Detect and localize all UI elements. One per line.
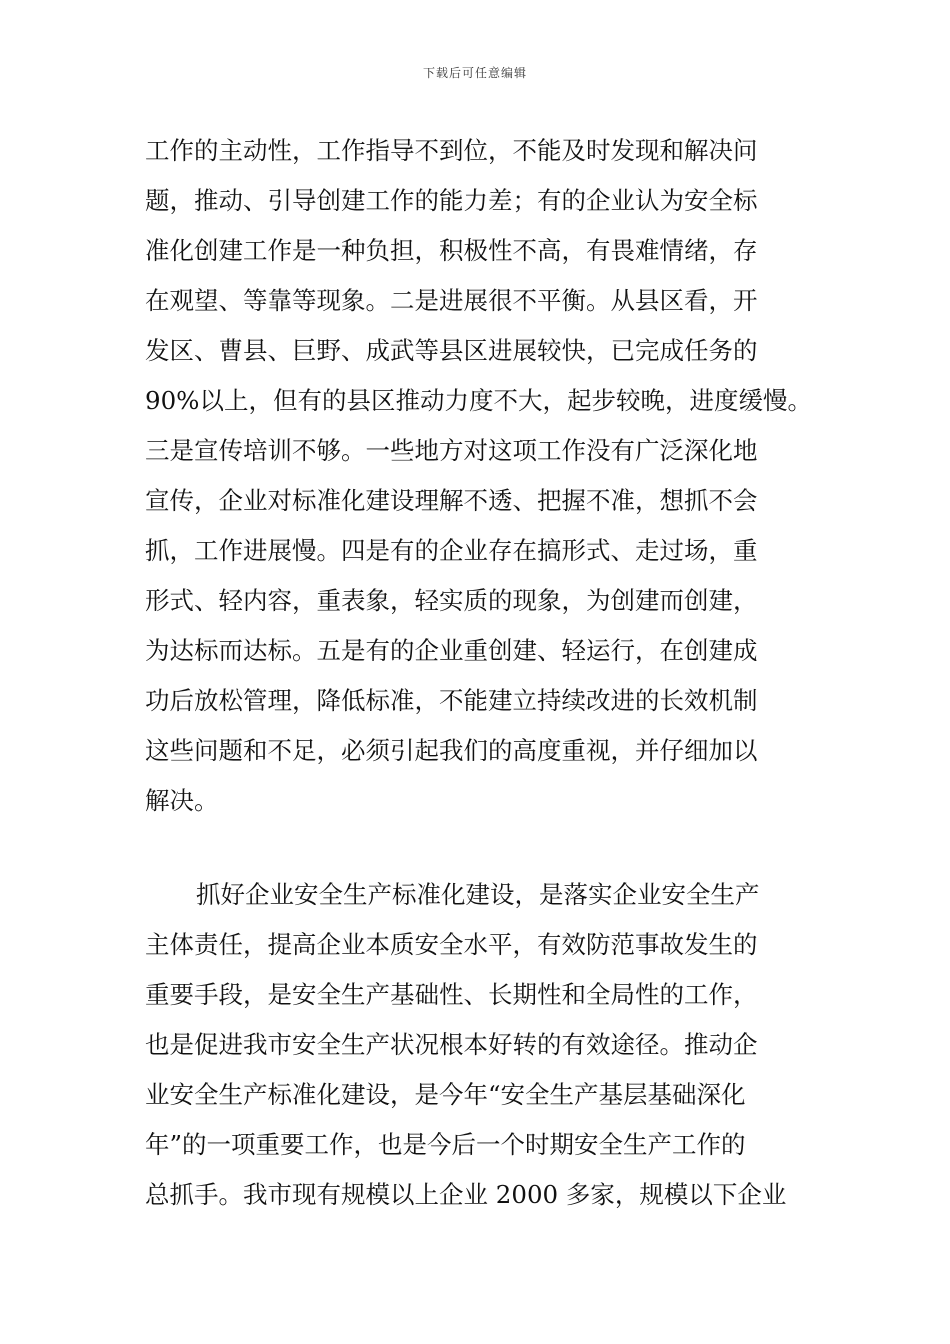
text-line: 形式、轻内容，重表象，轻实质的现象，为创建而创建， bbox=[145, 586, 758, 615]
text-line: 准化创建工作是一种负担，积极性不高，有畏难情绪，存 bbox=[145, 236, 758, 265]
text-line-indented: 抓好企业安全生产标准化建设，是落实企业安全生产 bbox=[196, 880, 760, 909]
page-header: 下载后可任意编辑 bbox=[422, 66, 527, 80]
paragraph-2 bbox=[145, 870, 845, 1220]
text-line: 也是促进我市安全生产状况根本好转的有效途径。推动企 bbox=[145, 1030, 758, 1059]
text-line: 宣传，企业对标准化建设理解不透、把握不准，想抓不会 bbox=[145, 486, 758, 515]
text-line: 为达标而达标。五是有的企业重创建、轻运行，在创建成 bbox=[145, 636, 758, 665]
text-line: 这些问题和不足，必须引起我们的高度重视，并仔细加以 bbox=[145, 736, 758, 765]
text-line: 业安全生产标准化建设，是今年“安全生产基层基础深化 bbox=[145, 1080, 746, 1109]
text-line: 三是宣传培训不够。一些地方对这项工作没有广泛深化地 bbox=[145, 436, 758, 465]
text-line: 解决。 bbox=[145, 786, 219, 815]
text-line: 发区、曹县、巨野、成武等县区进展较快，已完成任务的 bbox=[145, 336, 758, 365]
text-line: 年”的一项重要工作，也是今后一个时期安全生产工作的 bbox=[145, 1130, 746, 1159]
text-line: 工作的主动性，工作指导不到位，不能及时发现和解决问 bbox=[145, 136, 758, 165]
text-line: 题，推动、引导创建工作的能力差；有的企业认为安全标 bbox=[145, 186, 758, 215]
text-line: 90%以上，但有的县区推动力度不大，起步较晚，进度缓慢。 bbox=[145, 386, 812, 415]
paragraph-1 bbox=[145, 126, 845, 826]
text-line: 抓，工作进展慢。四是有的企业存在搞形式、走过场，重 bbox=[145, 536, 758, 565]
text-line: 功后放松管理，降低标准，不能建立持续改进的长效机制 bbox=[145, 686, 758, 715]
text-line: 总抓手。我市现有规模以上企业 2000 多家，规模以下企业 bbox=[145, 1180, 787, 1209]
text-line: 主体责任，提高企业本质安全水平，有效防范事故发生的 bbox=[145, 930, 758, 959]
text-line: 重要手段，是安全生产基础性、长期性和全局性的工作， bbox=[145, 980, 758, 1009]
text-line: 在观望、等靠等现象。二是进展很不平衡。从县区看，开 bbox=[145, 286, 758, 315]
